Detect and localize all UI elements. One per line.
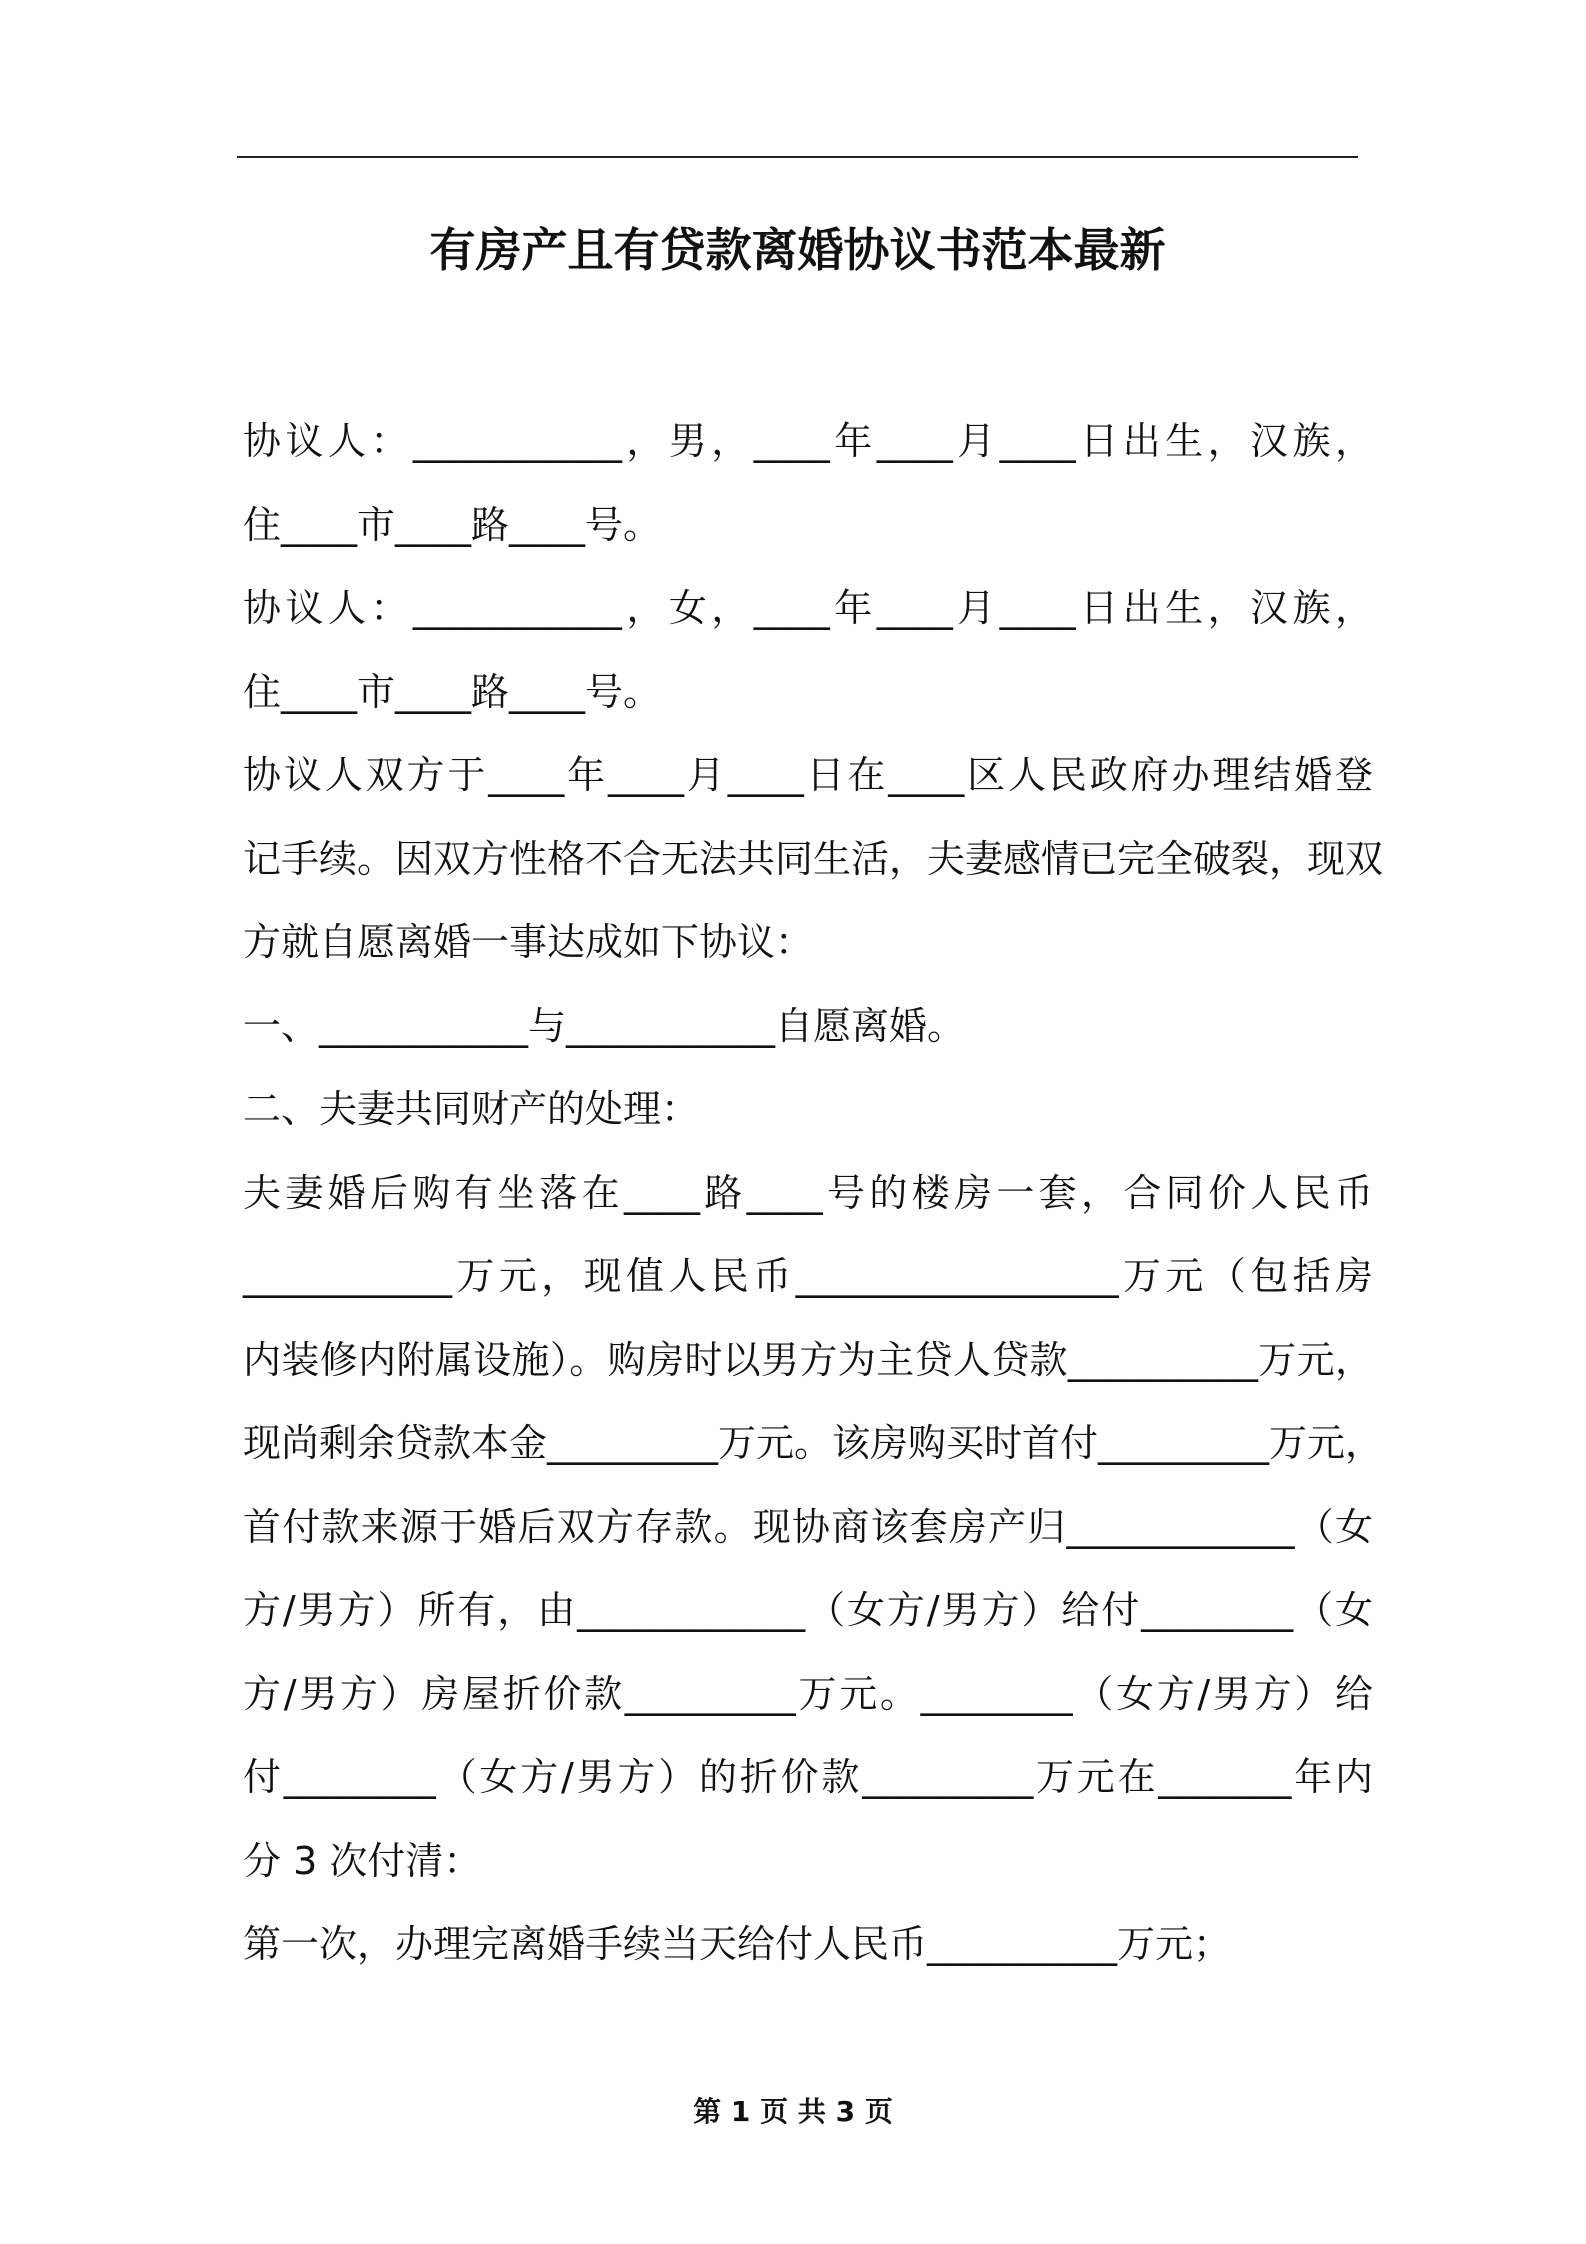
body-line: 住____市____路____号。 bbox=[243, 502, 662, 547]
body-line: 首付款来源于婚后双方存款。现协商该套房产归____________（女 bbox=[243, 1504, 1373, 1549]
document-title: 有房产且有贷款离婚协议书范本最新 bbox=[429, 223, 1166, 277]
header-rule bbox=[237, 156, 1358, 158]
body-line: 付________（女方/男方）的折价款_________万元在_______年内 bbox=[243, 1755, 1373, 1799]
body-line: 协议人：___________，女，____年____月____日出生，汉族， bbox=[243, 586, 1373, 630]
page-number: 第 1 页 共 3 页 bbox=[693, 2095, 893, 2128]
body-line: 方/男方）房屋折价款_________万元。________（女方/男方）给 bbox=[243, 1671, 1373, 1716]
body-line: 分 3 次付清： bbox=[243, 1838, 482, 1883]
body-line: 住____市____路____号。 bbox=[243, 669, 662, 714]
body-line: 夫妻婚后购有坐落在____路____号的楼房一套，合同价人民币 bbox=[243, 1170, 1373, 1215]
body-line: 记手续。因双方性格不合无法共同生活，夫妻感情已完全破裂，现双 bbox=[243, 836, 1384, 881]
body-line: 第一次，办理完离婚手续当天给付人民币__________万元； bbox=[243, 1922, 1232, 1966]
body-line: 二、夫妻共同财产的处理： bbox=[243, 1087, 700, 1131]
document-body bbox=[243, 400, 1384, 1987]
body-line: 方/男方）所有，由____________（女方/男方）给付________（女 bbox=[243, 1588, 1373, 1632]
body-line: 现尚剩余贷款本金_________万元。该房购买时首付_________万元， bbox=[243, 1421, 1384, 1465]
body-line: 内装修内附属设施）。购房时以男方为主贷人贷款__________万元， bbox=[243, 1337, 1373, 1382]
body-line: 协议人双方于____年____月____日在____区人民政府办理结婚登 bbox=[243, 753, 1373, 797]
body-line: 一、___________与___________自愿离婚。 bbox=[243, 1003, 966, 1048]
body-line: 协议人：___________，男，____年____月____日出生，汉族， bbox=[243, 419, 1373, 463]
body-line: 方就自愿离婚一事达成如下协议： bbox=[243, 920, 814, 964]
body-line: ___________万元，现值人民币_________________万元（包括房 bbox=[243, 1254, 1373, 1298]
